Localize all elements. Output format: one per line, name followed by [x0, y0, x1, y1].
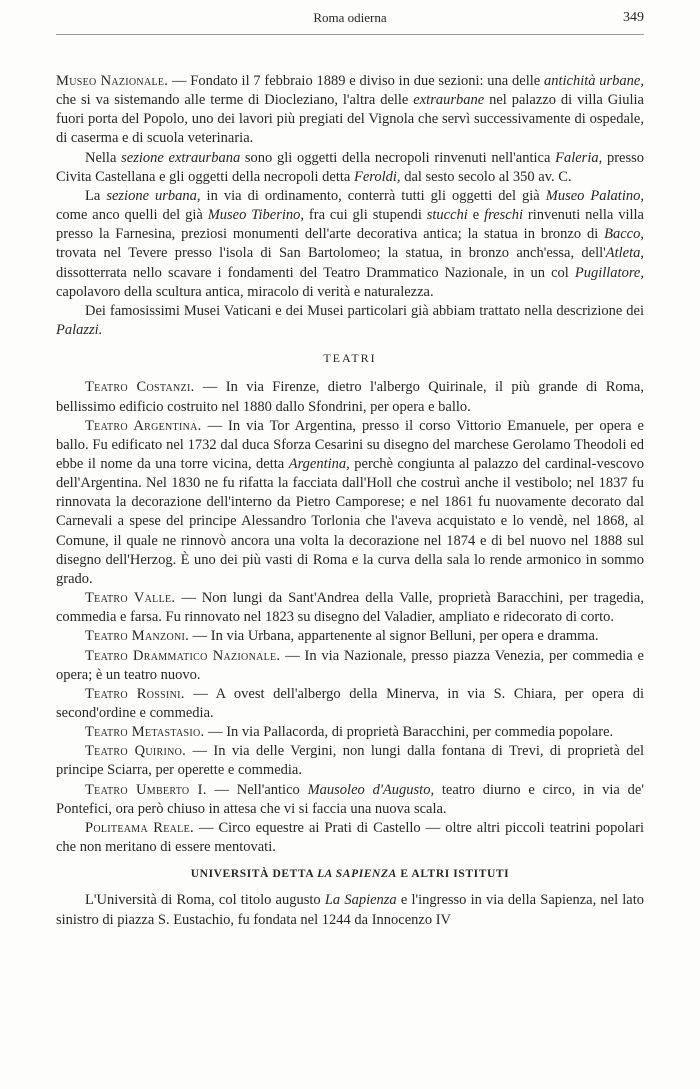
entry-name: Teatro Metastasio. — [85, 724, 205, 741]
paragraph-musei-vaticani: Dei famosissimi Musei Vaticani e dei Musei particolari già abbiam trattato nella descrizione dei Palazzi. — [56, 302, 644, 339]
entry-name: Teatro Quirino. — [85, 743, 187, 760]
entry-name: Teatro Umberto I. — [85, 781, 207, 798]
paragraph-sezione-urbana: La sezione urbana, in via di ordinamento, conterrà tutti gli oggetti del già Museo Palatino, come anco quelli del già Museo Tiberino, fra cui gli stupendi stucchi e freschi rinvenuti nella villa presso la Farnesina, preziosi monumenti dell'arte decorativa antica; la statua in bronzo di Bacco, trovata nel Tevere presso l'isola di San Bartolomeo; la statua, in bronzo anch'essa, dell'Atleta, dissotterrata nello scavare i fondamenti del Teatro Drammatico Nazionale, in un col Pugillatore, capolavoro della scultura antica, miracolo di verità e naturalezza. — [56, 187, 644, 300]
entry-name: Teatro Manzoni. — [85, 628, 190, 645]
paragraph-politeama-reale: Politeama Reale. — Circo equestre ai Prati di Castello — oltre altri piccoli teatrini popolari che non meritano di essere mentovati. — [56, 819, 645, 856]
entry-name: Teatro Costanzi. — [85, 379, 195, 396]
paragraph-sezione-extraurbana: Nella sezione extraurbana sono gli oggetti della necropoli rinvenuti nell'antica Faleria, presso Civita Castellana e gli oggetti della necropoli detta Feroldi, dal sesto secolo al 350 av. C. — [56, 149, 644, 185]
body-text — [56, 72, 644, 930]
paragraph-museo-nazionale: Museo Nazionale. — Fondato il 7 febbraio 1889 e diviso in due sezioni: una delle antichità urbane, che si va sistemando alle terme di Diocleziano, l'altra delle extraurbane nel palazzo di villa Giulia fuori porta del Popolo, uno dei lavori più pregiati del Vignola che servì successivamente di ospedale, di caserma e di scuola veterinaria. — [56, 73, 644, 147]
paragraph-universita: L'Università di Roma, col titolo augusto La Sapienza e l'ingresso in via della Sapienza, nel lato sinistro di piazza S. Eustachio, fu fondata nel 1244 da Innocenzo IV — [56, 892, 644, 928]
entry-name: Teatro Rossini. — [85, 685, 185, 702]
paragraph-teatro-valle: Teatro Valle. — Non lungi da Sant'Andrea della Valle, proprietà Baracchini, per tragedia, commedia e farsa. Fu rinnovato nel 1823 su disegno del Valadier, ampliato e ridecorato di corto. — [56, 590, 644, 626]
paragraph-teatro-manzoni: Teatro Manzoni. — In via Urbana, appartenente al signor Belluni, per opera e dramma. — [85, 628, 599, 645]
paragraph-teatro-costanzi: Teatro Costanzi. — In via Firenze, dietro l'albergo Quirinale, il più grande di Roma, bellissimo edificio costruito nel 1880 dallo Sfondrini, per opera e ballo. — [56, 379, 644, 415]
entry-name: Museo Nazionale. — [56, 73, 169, 89]
paragraph-teatro-drammatico: Teatro Drammatico Nazionale. — In via Nazionale, presso piazza Venezia, per commedia e opera; è un teatro nuovo. — [56, 647, 644, 683]
paragraph-teatro-rossini: Teatro Rossini. — A ovest dell'albergo della Minerva, in via S. Chiara, per opera di second'ordine e commedia. — [56, 685, 644, 721]
paragraph-teatro-umberto: Teatro Umberto I. — Nell'antico Mausoleo d'Augusto, teatro diurno e circo, in via de' Pontefici, ora però chiuso in attesa che vi si faccia una nuova scala. — [56, 781, 644, 817]
page-number: 349 — [623, 10, 644, 25]
running-title: Roma odierna — [313, 10, 387, 25]
paragraph-teatro-argentina: Teatro Argentina. — In via Tor Argentina, presso il corso Vittorio Emanuele, per opera e ballo. Fu edificato nel 1732 dal duca Sforza Cesarini su disegno del marchese Gerolamo Theodoli ed ebbe il nome da una torre vicina, detta Argentina, perchè congiunta al palazzo del cardinal-vescovo dell'Argentina. Nel 1830 ne fu rifatta la facciata dall'Holl che costruì anche il vestibolo; nel 1837 fu rinnovata la decorazione dell'interno da Pietro Camporese; e nel 1861 fu nuovamente decorato dal Carnevali a spese del principe Alessandro Torlonia che l'aveva acquistato e lo vendè, nel 1868, al Comune, il quale ne rinnovò ancora una volta la decorazione nel 1874 e di bel nuovo nel 1888 sul disegno dell'Herzog. È uno dei più vasti di Roma e la curva della sala lo rende armonico in sommo grado. — [56, 417, 644, 587]
entry-name: Teatro Drammatico Nazionale. — [85, 647, 281, 664]
running-head — [56, 10, 644, 30]
section-heading-universita: UNIVERSITÀ DETTA LA SAPIENZA E ALTRI ISTITUTI — [190, 868, 510, 881]
section-heading-teatri: TEATRI — [323, 351, 377, 366]
entry-name: Teatro Argentina. — [85, 417, 202, 434]
entry-name: Teatro Valle. — [85, 590, 176, 607]
entry-name: Politeama Reale. — [85, 819, 194, 836]
paragraph-teatro-metastasio: Teatro Metastasio. — In via Pallacorda, di proprietà Baracchini, per commedia popolare. — [85, 724, 614, 741]
paragraph-teatro-quirino: Teatro Quirino. — In via delle Vergini, non lungi dalla fontana di Trevi, di proprietà del principe Sciarra, per operette e commedia. — [56, 743, 644, 779]
header-rule — [56, 34, 644, 35]
